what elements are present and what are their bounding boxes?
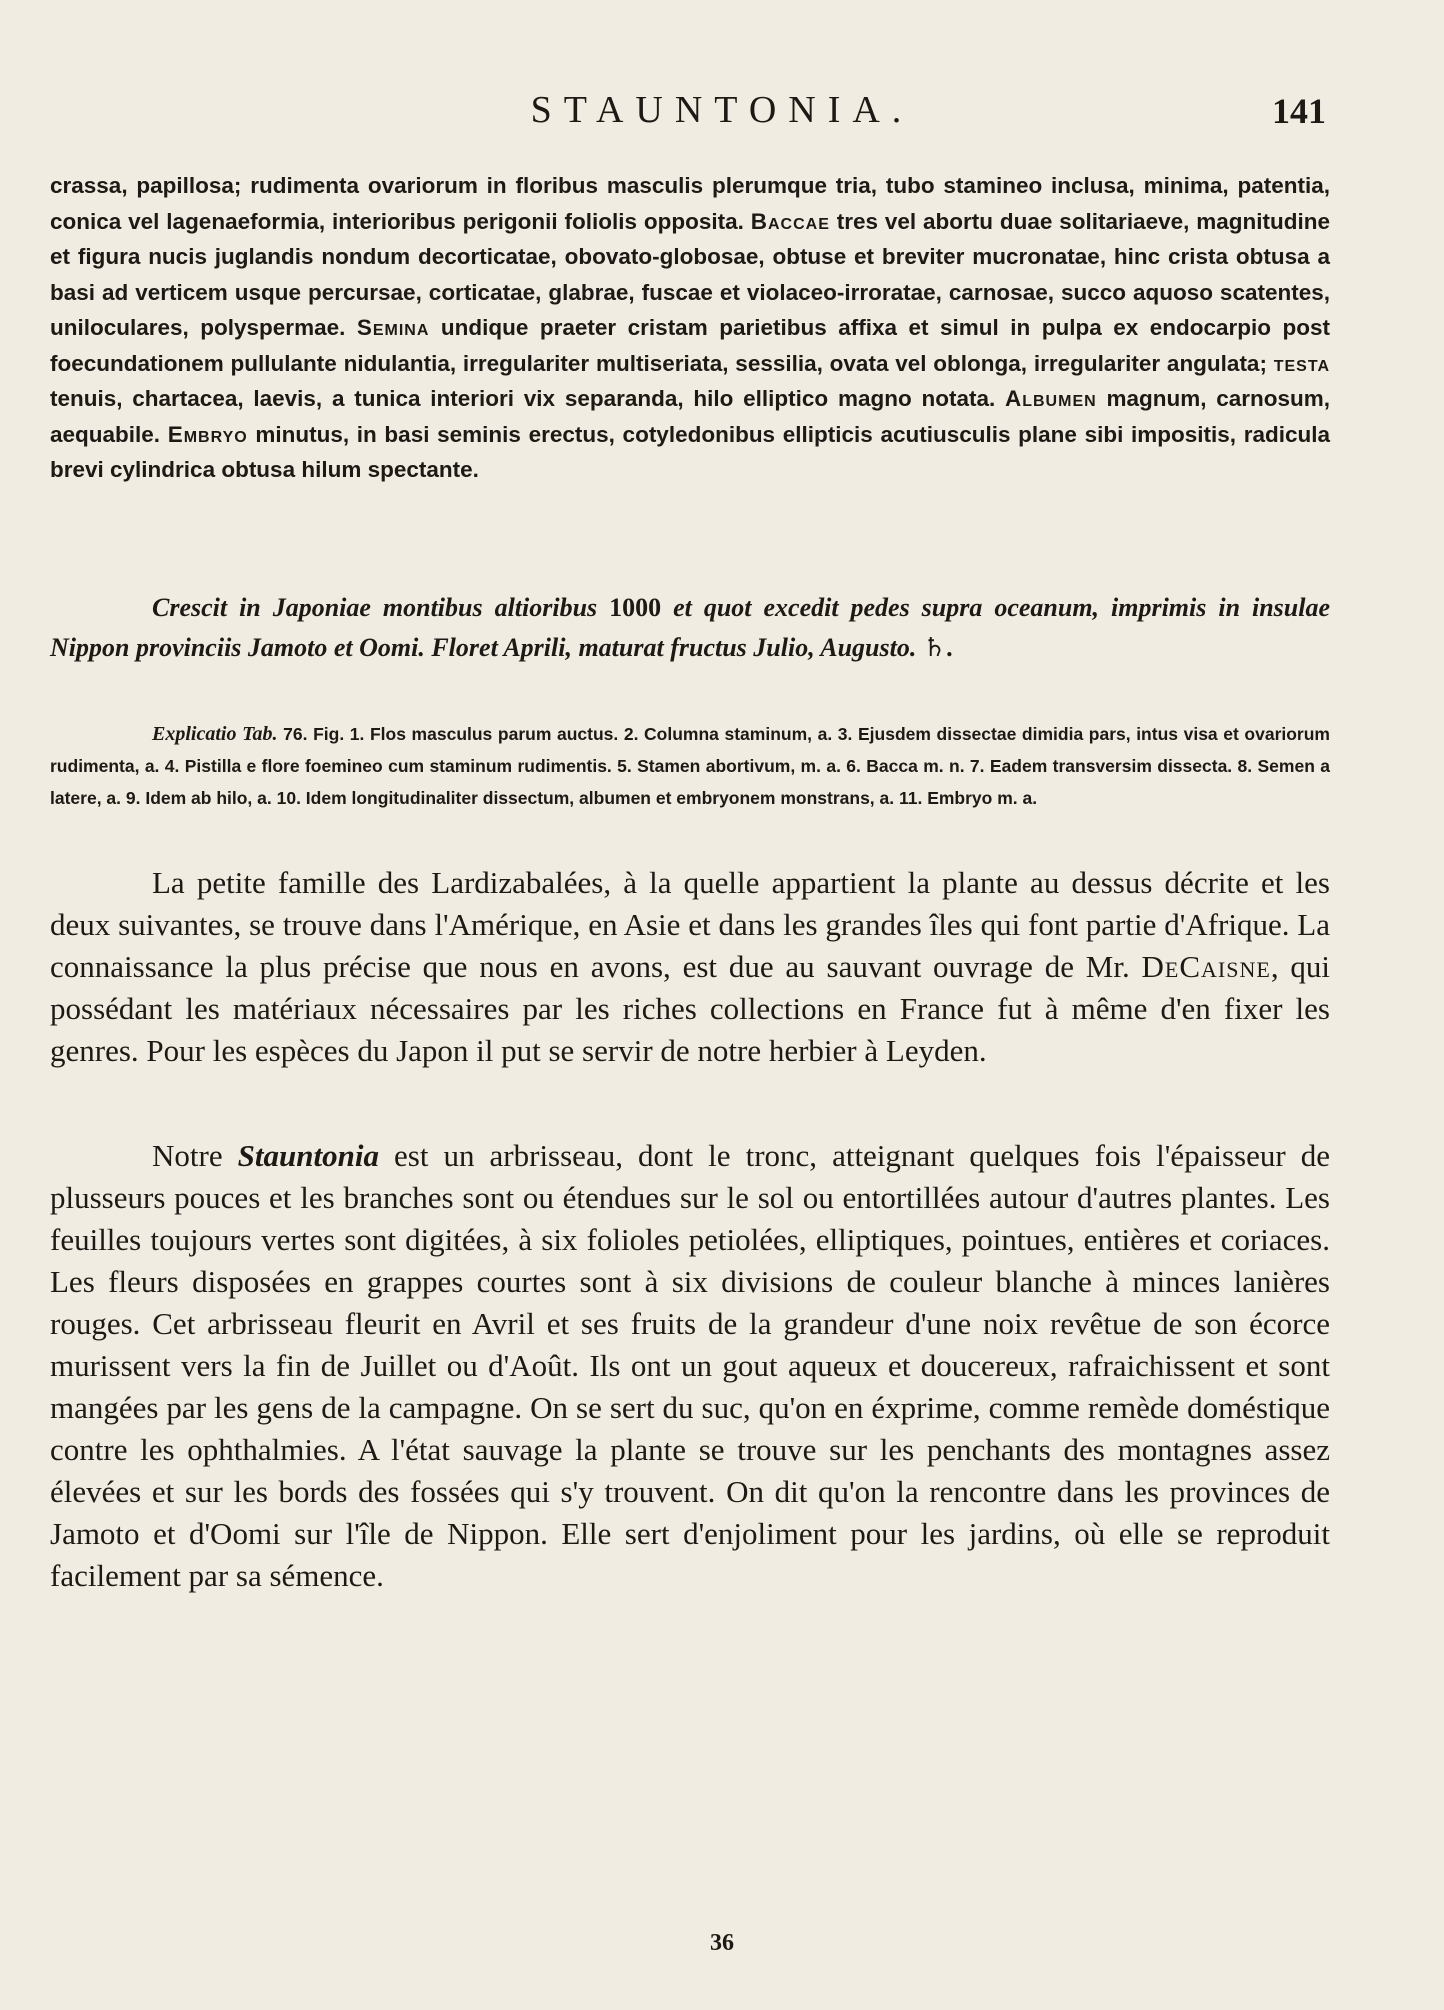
latin-description: [50, 168, 1330, 488]
latin-text-6: minutus, in basi seminis erectus, cotyledonibus ellipticis acutiusculis plane sibi impositis, radicula brevi cylindrica obtusa hilum spectante.: [50, 421, 1330, 482]
french-p1-text-1: La petite famille des Lardizabalées, à la quelle appartient la plante au dessus décrite et les deux suivantes, se trouve dans l'Amérique, en Asie et dans les grandes îles qui font partie d'Afrique. La connaissance la plus précise que nous en avons, est due au sauvant ouvrage de Mr.: [50, 865, 1330, 984]
term-embryo: Embryo: [167, 421, 248, 447]
term-semina: Semina: [356, 315, 430, 340]
plate-explanation-text: 76. Fig. 1. Flos masculus parum auctus. 2. Columna staminum, a. 3. Ejusdem dissectae dimidia pars, intus visa et ovariorum rudimenta, a. 4. Pistilla e flore foemineo cum staminum rudimentis. 5. Stamen abortivum, m. a. 6. Bacca m. n. 7. Eadem transversim dissecta. 8. Semen a latere, a. 9. Idem ab hilo, a. 10. Idem longitudinaliter dissectum, albumen et embryonem monstrans, a. 11. Embryo m. a.: [50, 724, 1330, 808]
term-baccae: Baccae: [750, 208, 830, 234]
french-p1-text-2: , qui possédant les matériaux nécessaires par les riches collections en France fut à même d'en fixer les genres. Pour les espèces du Japon il put se servir de notre herbier à Leyden.: [50, 949, 1330, 1068]
french-p2-text-2: est un arbrisseau, dont le tronc, atteignant quelques fois l'épaisseur de plusseurs pouces et les branches sont ou étendues sur le sol ou entortillées autour d'autres plantes. Les feuilles toujours vertes sont digitées, à six folioles petiolées, elliptiques, pointues, entières et coriaces. Les fleurs disposées en grappes courtes sont à six divisions de couleur blanche à minces lanières rouges. Cet arbrisseau fleurit en Avril et ses fruits de la grandeur d'une noix revêtue de son écorce murissent vers la fin de Juillet ou d'Août. Ils ont un gout aqueux et doucereux, rafraichissent et sont mangées par les gens de la campagne. On se sert du suc, qu'on en éxprime, comme remède doméstique contre les ophthalmies. A l'état sauvage la plante se trouve sur les penchants des montagnes assez élevées et sur les bords des fossées qui s'y trouvent. On dit qu'on la rencontre dans les provinces de Jamoto et d'Oomi sur l'île de Nippon. Elle sert d'enjoliment pour les jardins, où elle se reproduit facilement par sa sémence.: [50, 1138, 1330, 1593]
french-paragraph-1: [50, 862, 1330, 1072]
habitat-text-2: et quot excedit pedes supra oceanum, imprimis in insulae Nippon provinciis Jamoto et Oomi. Floret Aprili, maturat fructus Julio, Augusto.: [50, 593, 1331, 662]
latin-text-1: crassa, papillosa; rudimenta ovariorum in floribus masculis plerumque tria, tubo stamineo inclusa, minima, patentia, conica vel lagenaeformia, interioribus perigonii foliolis opposita.: [50, 173, 1330, 234]
running-title: STAUNTONIA.: [530, 89, 914, 131]
habitat-paragraph: [50, 588, 1330, 668]
shrub-symbol: ♄.: [916, 633, 953, 662]
habitat-elevation: 1000: [597, 593, 674, 622]
french-paragraph-2: [50, 1135, 1330, 1597]
term-testa: testa: [1273, 350, 1330, 376]
latin-text-3: undique praeter cristam parietibus affixa et simul in pulpa ex endocarpio post foecundationem pullulante nidulantia, irregulariter multiseriata, sessilia, ovata vel oblonga, irregulariter angulata;: [50, 315, 1330, 376]
french-p2-text-1: Notre: [152, 1138, 238, 1173]
plate-explanation-label: Explicatio Tab.: [152, 723, 278, 745]
page-number: 141: [1272, 91, 1326, 131]
latin-text-2: tres vel abortu duae solitariaeve, magnitudine et figura nucis juglandis nondum decorticatae, obovato-globosae, obtuse et breviter mucronatae, hinc crista obtusa a basi ad verticem usque percursae, corticatae, glabrae, fuscae et violaceo-irroratae, carnosae, succo aquoso scatentes, uniloculares, polyspermae.: [50, 208, 1330, 340]
latin-text-4: tenuis, chartacea, laevis, a tunica interiori vix separanda, hilo elliptico magno notata.: [50, 386, 1005, 411]
genus-name: Stauntonia: [237, 1138, 379, 1173]
running-head: [0, 88, 1444, 138]
term-albumen: Albumen: [1004, 386, 1097, 411]
author-name: DeCaisne: [1141, 949, 1271, 984]
latin-text-5: magnum, carnosum, aequabile.: [50, 386, 1331, 447]
habitat-text-1: Crescit in Japoniae montibus altioribus: [152, 593, 598, 622]
plate-explanation: [50, 718, 1330, 814]
signature-mark: 36: [710, 1930, 734, 1956]
